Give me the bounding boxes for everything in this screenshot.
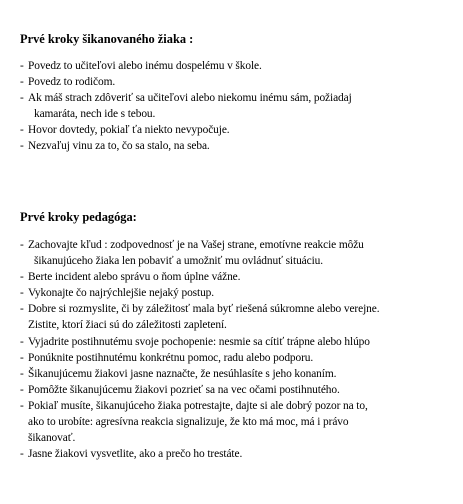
list-item: - Ak máš strach zdôveriť sa učiteľovi alebo niekomu inému sám, požiadaj kamaráta, nech ide s tebou. [20, 92, 352, 121]
list-item: - Dobre si rozmyslite, či by záležitosť mala byť riešená súkromne alebo verejne. Zistite, ktorí žiaci sú do záležitosti zapletení. [20, 303, 380, 332]
list-item: - Zachovajte kľud : zodpovednosť je na Vašej strane, emotívne reakcie môžu šikanujúceho žiaka len pobaviť a umožniť mu ovládnuť situáciu. [20, 239, 364, 268]
list-item: - Povedz to rodičom. [20, 76, 116, 89]
list-item: - Povedz to učiteľovi alebo inému dospelému v škole. [20, 60, 262, 72]
list-item: - Šikanujúcemu žiakovi jasne naznačte, že nesúhlasíte s jeho konaním. [20, 367, 337, 380]
list-item: - Pomôžte šikanujúcemu žiakovi pozrieť sa na vec očami postihnutého. [20, 383, 340, 396]
list-item: - Hovor dovtedy, pokiaľ ťa niekto nevypočuje. [20, 124, 230, 137]
list-item: - Jasne žiakovi vysvetlite, ako a prečo ho trestáte. [20, 448, 243, 461]
teacher-steps-list [20, 237, 379, 462]
student-steps-list [20, 58, 352, 155]
section-heading-teacher: Prvé kroky pedagóga: [20, 210, 137, 224]
list-item: - Ponúknite postihnutému konkrétnu pomoc, radu alebo podporu. [20, 351, 314, 364]
list-item: - Vyjadrite postihnutému svoje pochopenie: nesmie sa cítiť trápne alebo hlúpo [20, 335, 370, 348]
list-item: - Vykonajte čo najrýchlejšie nejaký postup. [20, 287, 215, 300]
section-heading-student: Prvé kroky šikanovaného žiaka : [20, 32, 194, 46]
list-item: - Pokiaľ musíte, šikanujúceho žiaka potrestajte, dajte si ale dobrý pozor na to, ako to urobíte: agresívna reakcia signalizuje, že kto má moc, má i právo šikanovať. [20, 399, 368, 445]
list-item: - Nezvaľuj vinu za to, čo sa stalo, na seba. [20, 140, 210, 153]
list-item: - Berte incident alebo správu o ňom úplne vážne. [20, 271, 241, 284]
